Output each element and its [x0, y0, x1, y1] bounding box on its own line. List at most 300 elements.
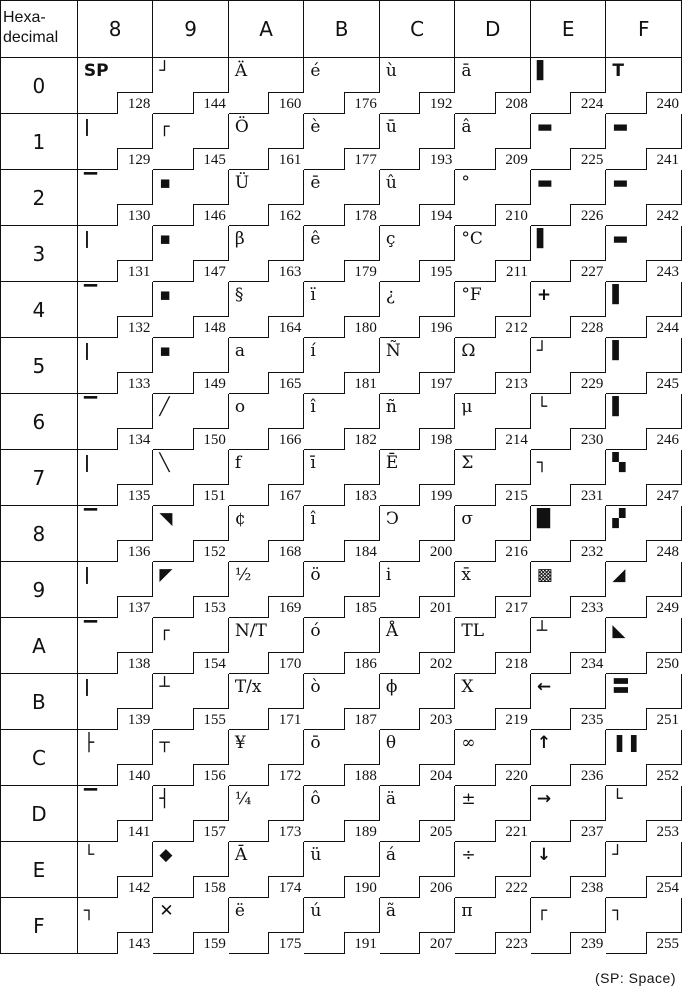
- char-cell: [455, 394, 531, 450]
- column-header: A: [228, 1, 304, 58]
- character-glyph: Ā: [234, 845, 248, 865]
- decimal-code: 221: [495, 820, 531, 842]
- char-cell: [455, 170, 531, 226]
- character-glyph: ï: [310, 285, 316, 305]
- decimal-code: 206: [419, 876, 455, 898]
- character-glyph: ┌: [536, 901, 548, 921]
- char-cell: [530, 618, 606, 674]
- decimal-code: 254: [646, 876, 682, 898]
- char-cell: [379, 114, 455, 170]
- decimal-code: 210: [495, 204, 531, 226]
- character-glyph: °F: [461, 285, 482, 305]
- char-cell: [304, 338, 380, 394]
- char-cell: [455, 562, 531, 618]
- char-cell: [530, 114, 606, 170]
- char-cell: [77, 114, 153, 170]
- decimal-code: 219: [495, 708, 531, 730]
- char-cell: [606, 170, 682, 226]
- character-glyph: ▞: [612, 509, 626, 529]
- decimal-code: 160: [268, 92, 304, 114]
- char-cell: [379, 730, 455, 786]
- decimal-code: 226: [570, 204, 606, 226]
- character-glyph: ▚: [612, 453, 626, 473]
- char-cell: [379, 842, 455, 898]
- character-glyph: í: [310, 341, 316, 361]
- decimal-code: 131: [117, 260, 153, 282]
- decimal-code: 170: [268, 652, 304, 674]
- char-cell: [379, 562, 455, 618]
- char-cell: [455, 674, 531, 730]
- char-cell: [455, 58, 531, 114]
- decimal-code: 241: [646, 148, 682, 170]
- character-glyph: ä: [385, 789, 397, 809]
- character-glyph: ò: [310, 677, 321, 697]
- decimal-code: 128: [117, 92, 153, 114]
- row-header: A: [1, 618, 78, 674]
- decimal-code: 154: [193, 652, 229, 674]
- decimal-code: 146: [193, 204, 229, 226]
- char-cell: [606, 618, 682, 674]
- char-cell: [606, 562, 682, 618]
- character-glyph: └: [83, 845, 95, 865]
- table-row: [1, 842, 682, 898]
- character-glyph: |: [83, 565, 91, 585]
- character-glyph: ϕ: [385, 677, 398, 697]
- decimal-code: 169: [268, 596, 304, 618]
- decimal-code: 196: [419, 316, 455, 338]
- character-glyph: î: [310, 397, 316, 417]
- char-cell: [606, 114, 682, 170]
- char-cell: [606, 730, 682, 786]
- decimal-code: 223: [495, 932, 531, 954]
- character-glyph: â: [461, 117, 472, 137]
- char-cell: [455, 786, 531, 842]
- decimal-code: 244: [646, 316, 682, 338]
- decimal-code: 138: [117, 652, 153, 674]
- table-row: [1, 562, 682, 618]
- column-header: 8: [77, 1, 153, 58]
- table-row: [1, 394, 682, 450]
- character-glyph: ▬: [536, 117, 553, 137]
- char-cell: [606, 786, 682, 842]
- char-cell: [379, 394, 455, 450]
- decimal-code: 163: [268, 260, 304, 282]
- character-glyph: ¥: [234, 733, 246, 753]
- character-glyph: ▔: [83, 397, 97, 417]
- character-glyph: π: [461, 901, 473, 921]
- character-glyph: a: [234, 341, 245, 361]
- character-glyph: ó: [310, 621, 321, 641]
- char-cell: [153, 842, 229, 898]
- char-cell: [228, 674, 304, 730]
- character-glyph: ±: [461, 789, 476, 809]
- character-glyph: ┴: [536, 621, 548, 641]
- column-header-row: [1, 1, 682, 58]
- corner-label-text: Hexa- decimal: [3, 9, 59, 46]
- decimal-code: 243: [646, 260, 682, 282]
- table-row: [1, 786, 682, 842]
- char-cell: [455, 226, 531, 282]
- row-header: F: [1, 898, 78, 954]
- character-glyph: Ē: [385, 453, 399, 473]
- character-glyph: └: [536, 397, 548, 417]
- char-cell: [530, 450, 606, 506]
- character-glyph: o: [234, 397, 246, 417]
- character-glyph: └: [612, 789, 623, 809]
- char-cell: [530, 674, 606, 730]
- character-glyph: Ü: [234, 173, 250, 193]
- character-glyph: Ö: [234, 117, 249, 137]
- char-cell: [77, 506, 153, 562]
- char-cell: [228, 394, 304, 450]
- char-cell: [228, 786, 304, 842]
- char-cell: [153, 618, 229, 674]
- decimal-code: 207: [419, 932, 455, 954]
- decimal-code: 212: [495, 316, 531, 338]
- char-cell: [304, 282, 380, 338]
- decimal-code: 165: [268, 372, 304, 394]
- decimal-code: 158: [193, 876, 229, 898]
- character-glyph: ╱: [159, 397, 170, 417]
- character-glyph: ┘: [612, 845, 623, 865]
- character-glyph: █: [536, 509, 550, 529]
- character-glyph: 〓: [612, 677, 630, 697]
- character-glyph: Σ: [461, 453, 474, 473]
- character-glyph: β: [234, 229, 245, 249]
- decimal-code: 249: [646, 596, 682, 618]
- char-cell: [77, 282, 153, 338]
- decimal-code: 242: [646, 204, 682, 226]
- table-row: [1, 674, 682, 730]
- decimal-code: 140: [117, 764, 153, 786]
- char-cell: [379, 674, 455, 730]
- character-glyph: Ω: [461, 341, 476, 361]
- char-cell: [77, 898, 153, 954]
- decimal-code: 148: [193, 316, 229, 338]
- char-cell: [228, 170, 304, 226]
- table-row: [1, 898, 682, 954]
- column-header: F: [606, 1, 682, 58]
- char-cell: [379, 170, 455, 226]
- decimal-code: 187: [344, 708, 380, 730]
- char-cell: [606, 226, 682, 282]
- char-cell: [530, 506, 606, 562]
- decimal-code: 132: [117, 316, 153, 338]
- decimal-code: 222: [495, 876, 531, 898]
- decimal-code: 173: [268, 820, 304, 842]
- decimal-code: 142: [117, 876, 153, 898]
- char-cell: [153, 730, 229, 786]
- decimal-code: 248: [646, 540, 682, 562]
- character-glyph: ú: [310, 901, 322, 921]
- decimal-code: 182: [344, 428, 380, 450]
- character-glyph: ë: [234, 901, 245, 921]
- char-cell: [379, 226, 455, 282]
- decimal-code: 208: [495, 92, 531, 114]
- character-glyph: ┤: [159, 789, 170, 809]
- row-header: 3: [1, 226, 78, 282]
- character-glyph: ½: [234, 565, 252, 585]
- decimal-code: 181: [344, 372, 380, 394]
- decimal-code: 205: [419, 820, 455, 842]
- decimal-code: 250: [646, 652, 682, 674]
- row-header: 1: [1, 114, 78, 170]
- decimal-code: 230: [570, 428, 606, 450]
- decimal-code: 204: [419, 764, 455, 786]
- character-glyph: î: [310, 509, 316, 529]
- decimal-code: 201: [419, 596, 455, 618]
- char-cell: [228, 338, 304, 394]
- table-row: [1, 730, 682, 786]
- decimal-code: 144: [193, 92, 229, 114]
- character-glyph: á: [385, 845, 397, 865]
- char-cell: [606, 450, 682, 506]
- character-glyph: ┬: [159, 733, 170, 753]
- character-glyph: ▬: [612, 117, 629, 137]
- corner-label: [1, 1, 78, 58]
- char-cell: [530, 730, 606, 786]
- character-glyph: ñ: [385, 397, 397, 417]
- footnote: (SP: Space): [595, 970, 676, 986]
- decimal-code: 227: [570, 260, 606, 282]
- column-header: E: [530, 1, 606, 58]
- decimal-code: 157: [193, 820, 229, 842]
- decimal-code: 156: [193, 764, 229, 786]
- decimal-code: 159: [193, 932, 229, 954]
- character-glyph: ┐: [612, 901, 623, 921]
- char-cell: [77, 618, 153, 674]
- char-cell: [228, 450, 304, 506]
- character-glyph: ê: [310, 229, 321, 249]
- char-cell: [153, 786, 229, 842]
- char-cell: [455, 898, 531, 954]
- char-cell: [304, 170, 380, 226]
- decimal-code: 136: [117, 540, 153, 562]
- decimal-code: 198: [419, 428, 455, 450]
- character-glyph: ▬: [536, 173, 553, 193]
- character-glyph: N/T: [234, 621, 267, 641]
- char-cell: [153, 674, 229, 730]
- character-glyph: ←: [536, 677, 552, 697]
- decimal-code: 153: [193, 596, 229, 618]
- character-glyph: ▔: [83, 509, 97, 529]
- character-glyph: ∞: [461, 733, 476, 753]
- decimal-code: 166: [268, 428, 304, 450]
- character-glyph: é: [310, 61, 321, 81]
- decimal-code: 184: [344, 540, 380, 562]
- char-cell: [530, 282, 606, 338]
- char-cell: [379, 506, 455, 562]
- row-header: E: [1, 842, 78, 898]
- character-glyph: σ: [461, 509, 473, 529]
- character-glyph: ▔: [83, 789, 97, 809]
- character-glyph: °C: [461, 229, 483, 249]
- char-cell: [455, 730, 531, 786]
- decimal-code: 240: [646, 92, 682, 114]
- character-glyph: T/x: [234, 677, 262, 697]
- character-glyph: ▌: [612, 341, 626, 361]
- char-cell: [228, 226, 304, 282]
- row-header: 9: [1, 562, 78, 618]
- decimal-code: 168: [268, 540, 304, 562]
- char-cell: [304, 618, 380, 674]
- decimal-code: 139: [117, 708, 153, 730]
- character-glyph: Ↄ: [385, 509, 399, 529]
- decimal-code: 214: [495, 428, 531, 450]
- character-glyph: ↑: [536, 733, 552, 753]
- char-cell: [530, 226, 606, 282]
- row-header: 5: [1, 338, 78, 394]
- decimal-code: 130: [117, 204, 153, 226]
- decimal-code: 135: [117, 484, 153, 506]
- row-header: 4: [1, 282, 78, 338]
- character-glyph: θ: [385, 733, 397, 753]
- column-header: B: [304, 1, 380, 58]
- character-glyph: SP: [83, 61, 109, 81]
- character-glyph: ō: [310, 733, 321, 753]
- decimal-code: 133: [117, 372, 153, 394]
- char-cell: [304, 506, 380, 562]
- character-glyph: ū: [385, 117, 397, 137]
- character-glyph: Ñ: [385, 341, 401, 361]
- char-cell: [153, 394, 229, 450]
- char-cell: [379, 338, 455, 394]
- row-header: 6: [1, 394, 78, 450]
- decimal-code: 149: [193, 372, 229, 394]
- character-glyph: ē: [310, 173, 321, 193]
- character-glyph: ¢: [234, 509, 246, 529]
- decimal-code: 211: [495, 260, 531, 282]
- decimal-code: 174: [268, 876, 304, 898]
- decimal-code: 194: [419, 204, 455, 226]
- table-row: [1, 450, 682, 506]
- decimal-code: 161: [268, 148, 304, 170]
- row-header: D: [1, 786, 78, 842]
- char-cell: [379, 618, 455, 674]
- char-cell: [455, 114, 531, 170]
- char-cell: [228, 506, 304, 562]
- character-glyph: ├: [83, 733, 95, 753]
- character-glyph: °: [461, 173, 470, 193]
- decimal-code: 224: [570, 92, 606, 114]
- character-glyph: ▔: [83, 173, 97, 193]
- decimal-code: 231: [570, 484, 606, 506]
- char-cell: [606, 506, 682, 562]
- char-cell: [77, 786, 153, 842]
- character-glyph: ↓: [536, 845, 552, 865]
- decimal-code: 228: [570, 316, 606, 338]
- char-cell: [606, 898, 682, 954]
- char-cell: [606, 282, 682, 338]
- decimal-code: 200: [419, 540, 455, 562]
- column-header: 9: [153, 1, 229, 58]
- decimal-code: 141: [117, 820, 153, 842]
- char-cell: [77, 730, 153, 786]
- character-glyph: ▩: [536, 565, 553, 585]
- char-cell: [379, 786, 455, 842]
- char-cell: [530, 786, 606, 842]
- char-cell: [228, 842, 304, 898]
- char-cell: [606, 842, 682, 898]
- character-glyph: ã: [385, 901, 397, 921]
- decimal-code: 217: [495, 596, 531, 618]
- table-row: [1, 506, 682, 562]
- character-glyph: ī: [310, 453, 316, 473]
- character-glyph: ¼: [234, 789, 252, 809]
- decimal-code: 188: [344, 764, 380, 786]
- decimal-code: 155: [193, 708, 229, 730]
- decimal-code: 247: [646, 484, 682, 506]
- char-cell: [530, 562, 606, 618]
- character-glyph: |: [83, 677, 91, 697]
- char-cell: [530, 898, 606, 954]
- char-cell: [530, 170, 606, 226]
- decimal-code: 150: [193, 428, 229, 450]
- decimal-code: 203: [419, 708, 455, 730]
- char-cell: [77, 338, 153, 394]
- char-cell: [304, 226, 380, 282]
- char-cell: [153, 114, 229, 170]
- column-header: C: [379, 1, 455, 58]
- char-cell: [455, 506, 531, 562]
- table-row: [1, 282, 682, 338]
- char-cell: [455, 450, 531, 506]
- char-cell: [77, 58, 153, 114]
- row-header: B: [1, 674, 78, 730]
- char-cell: [228, 898, 304, 954]
- table-row: [1, 226, 682, 282]
- decimal-code: 190: [344, 876, 380, 898]
- row-header: 7: [1, 450, 78, 506]
- decimal-code: 215: [495, 484, 531, 506]
- decimal-code: 191: [344, 932, 380, 954]
- char-cell: [304, 786, 380, 842]
- row-header: 8: [1, 506, 78, 562]
- decimal-code: 218: [495, 652, 531, 674]
- decimal-code: 137: [117, 596, 153, 618]
- decimal-code: 232: [570, 540, 606, 562]
- character-glyph: ÷: [461, 845, 476, 865]
- row-header: 0: [1, 58, 78, 114]
- char-cell: [304, 562, 380, 618]
- char-cell: [228, 58, 304, 114]
- char-cell: [379, 282, 455, 338]
- decimal-code: 220: [495, 764, 531, 786]
- char-cell: [153, 226, 229, 282]
- character-glyph: ◆: [159, 845, 173, 865]
- char-cell: [455, 338, 531, 394]
- character-glyph: ▌: [536, 229, 550, 249]
- character-glyph: TL: [461, 621, 485, 641]
- character-glyph: ┴: [159, 677, 170, 697]
- char-cell: [606, 674, 682, 730]
- char-cell: [153, 506, 229, 562]
- char-cell: [379, 898, 455, 954]
- decimal-code: 238: [570, 876, 606, 898]
- decimal-code: 145: [193, 148, 229, 170]
- decimal-code: 171: [268, 708, 304, 730]
- char-cell: [228, 730, 304, 786]
- character-glyph: ┐: [536, 453, 548, 473]
- character-glyph: ◤: [159, 565, 173, 585]
- decimal-code: 183: [344, 484, 380, 506]
- decimal-code: 147: [193, 260, 229, 282]
- char-cell: [379, 58, 455, 114]
- char-cell: [77, 842, 153, 898]
- character-glyph: ┌: [159, 117, 170, 137]
- decimal-code: 236: [570, 764, 606, 786]
- char-cell: [153, 170, 229, 226]
